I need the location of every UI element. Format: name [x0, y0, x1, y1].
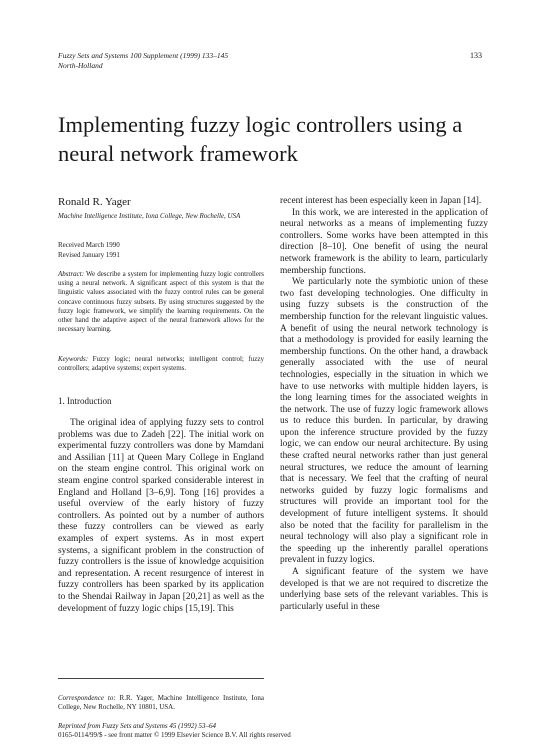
copyright-line: 0165-0114/99/$ - see front matter © 1999 Elsevier Science B.V. All rights reserved [58, 731, 291, 739]
paragraph: In this work, we are interested in the application of neural networks as a means of implementing fuzzy controllers. Some works have been attempted in this direction [8–10]. One benefit of using the neural network framework is the ability to learn, particularly membership functions. [280, 207, 488, 276]
received-date: Received March 1990 [58, 241, 120, 249]
reprint-source: Fuzzy Sets and Systems 45 (1992) 53–64 [100, 722, 217, 730]
right-column [280, 196, 488, 613]
keywords-label: Keywords: [58, 355, 89, 363]
article-title: Implementing fuzzy logic controllers using a neural network framework [58, 112, 463, 166]
correspondence-note [58, 694, 264, 712]
left-column [58, 418, 264, 615]
correspondence-text: R.R. Yager, Machine Intelligence Institute, Iona College, New Rochelle, NY 10801, USA. [58, 694, 264, 712]
journal-line: Fuzzy Sets and Systems 100 Supplement (1999) 133–145 [58, 51, 229, 60]
paragraph: recent interest has been especially keen in Japan [14]. [280, 196, 482, 206]
author-name: Ronald R. Yager [58, 196, 131, 208]
paragraph: A significant feature of the system we have developed is that we are not required to discretize the underlying base sets of the relevant variables. This is particularly useful in these [280, 567, 488, 612]
page-number: 133 [470, 51, 482, 60]
author-affiliation: Machine Intelligence Institute, Iona College, New Rochelle, USA [58, 212, 241, 220]
section-heading: 1. Introduction [58, 396, 112, 406]
paragraph: We particularly note the symbiotic union of these two fast developing technologies. One difficulty in using fuzzy subsets is the construction of the membership function for the relevant linguistic values. A benefit of using the neural network technology is that a methodology is provided for easily learning the membership functions. On the other hand, a drawback generally associated with the use of neural technologies, especially in the situation in which we have to use networks with multiple hidden layers, is the long learning times for the associated weights in the network. The use of fuzzy logic framework allows us to reduce this burden. In particular, by drawing upon the inference structure provided by the fuzzy logic, we can endow our neural architecture. By using these crafted neural networks rather than just general neural structures, we reduce the amount of learning that is necessary. We feel that the crafting of neural networks guided by fuzzy logic formalisms and structures will provide an important tool for the development of future intelligent systems. It should also be noted that the facility for parallelism in the neural technology will also play a significant role in the speeding up the inherently parallel operations prevalent in fuzzy logics. [280, 277, 488, 566]
correspondence-label: Correspondence to: [58, 694, 116, 702]
keywords-text: Fuzzy logic; neural networks; intelligent control; fuzzy controllers; adaptive systems; expert systems. [58, 355, 264, 373]
reprint-label: Reprinted from [58, 722, 101, 730]
keywords [58, 355, 264, 373]
abstract [58, 270, 264, 334]
publisher-line: North-Holland [58, 61, 103, 70]
footnote-rule [58, 678, 264, 679]
reprint-footer [58, 722, 488, 740]
article-dates [58, 240, 264, 260]
journal-citation [58, 51, 228, 71]
abstract-label: Abstract: [58, 270, 85, 278]
reprint-line [58, 722, 488, 731]
abstract-text: We describe a system for implementing fuzzy logic controllers using a neural network. A significant aspect of this system is that the linguistic values associated with the fuzzy control rules can be general concave continuous fuzzy subsets. By using structures suggested by the fuzzy logic framework, we simplify the learning requirements. On the other hand the adaptive aspect of the neural framework allows for the necessary learning. [58, 270, 264, 334]
revised-date: Revised January 1991 [58, 251, 120, 259]
intro-paragraph: The original idea of applying fuzzy sets to control problems was due to Zadeh [22]. The initial work on experimental fuzzy controllers was done by Mamdani and Assilian [11] at Queen Mary College in England on the steam engine control. This original work on steam engine control sparked considerable interest in England and Holland [3–6,9]. Tong [16] provides a useful overview of the early history of fuzzy controllers. As pointed out by a number of authors these fuzzy controllers can be viewed as early examples of expert systems. As in most expert systems, a significant problem in the construction of fuzzy controllers is the issue of knowledge acquisition and representation. A recent resurgence of interest in fuzzy controllers has been sparked by its application to the Shendai Railway in Japan [20,21] as well as the development of fuzzy logic chips [15,19]. This [58, 418, 264, 614]
